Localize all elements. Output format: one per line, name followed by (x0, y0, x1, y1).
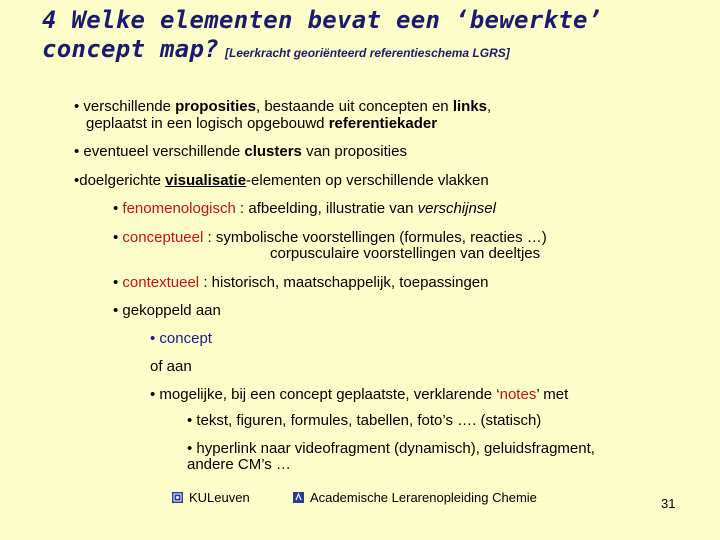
bullet-propositions-cont (86, 115, 437, 132)
s3-mid: : historisch, maatschappelijk, toepassingen (199, 274, 489, 291)
sub-bullet-contextueel (113, 274, 488, 291)
b2-end: van proposities (301, 143, 407, 160)
bullet-notes (150, 386, 568, 403)
s2-keyword: conceptueel (122, 229, 204, 246)
sub-bullet-conceptueel-cont: corpusculaire voorstellingen van deeltjes (270, 245, 541, 262)
alo-logo-icon (293, 492, 304, 503)
s3-bullet: • (113, 274, 123, 291)
b3-keyword-visualisatie: visualisatie (165, 172, 247, 189)
s1-italic: verschijnsel (417, 200, 496, 217)
bullet-hyperlink: • hyperlink naar videofragment (dynamisch), geluidsfragment, (187, 440, 595, 457)
title-line-2-text: concept map? (42, 35, 219, 63)
s4c-pre: • mogelijke, bij een concept geplaatste, verklarende ‘ (150, 386, 500, 403)
title-subtitle: [Leerkracht georiënteerd referentieschema LGRS] (225, 46, 510, 60)
bullet-propositions (74, 98, 491, 115)
s1-keyword: fenomenologisch (122, 200, 236, 217)
b1-keyword-referentiekader: referentiekader (328, 115, 438, 132)
footer-kuleuven: KULeuven (189, 490, 250, 505)
bullet-clusters (74, 143, 407, 160)
s1-mid: : afbeelding, illustratie van (235, 200, 418, 217)
b2-pre: • eventueel verschillende (74, 143, 245, 160)
b1-mid: , bestaande uit concepten en (256, 98, 453, 115)
b1-pre: • verschillende (74, 98, 176, 115)
b1-keyword-proposities: proposities (175, 98, 256, 115)
page-number: 31 (661, 496, 676, 511)
b3-pre: •doelgerichte (74, 172, 166, 189)
of-aan: of aan (150, 358, 192, 375)
sub-bullet-fenomenologisch (113, 200, 496, 217)
b1-l2-pre: geplaatst in een logisch opgebouwd (86, 115, 329, 132)
s1-bullet: • (113, 200, 123, 217)
b3-end: -elementen op verschillende vlakken (246, 172, 489, 189)
b2-keyword-clusters: clusters (244, 143, 302, 160)
s4c-keyword-notes: notes (499, 386, 537, 403)
title-line-1: 4 Welke elementen bevat een ‘bewerkte’ (42, 6, 603, 34)
b1-end: , (487, 98, 492, 115)
footer-left (172, 490, 250, 505)
s2-bullet: • (113, 229, 123, 246)
s3-keyword: contextueel (122, 274, 200, 291)
kuleuven-logo-icon (172, 492, 183, 503)
bullet-concept: • concept (150, 330, 212, 347)
bullet-hyperlink-cont: andere CM’s … (187, 456, 291, 473)
bullet-visualisatie (74, 172, 489, 189)
sub-bullet-conceptueel (113, 229, 547, 246)
s4c-end: ’ met (536, 386, 569, 403)
sub-bullet-gekoppeld: • gekoppeld aan (113, 302, 221, 319)
s2-mid: : symbolische voorstellingen (formules, reacties …) (203, 229, 547, 246)
footer-academische: Academische Lerarenopleiding Chemie (310, 490, 537, 505)
footer-right (293, 490, 537, 505)
b1-keyword-links: links (452, 98, 488, 115)
bullet-static: • tekst, figuren, formules, tabellen, foto’s …. (statisch) (187, 412, 542, 429)
